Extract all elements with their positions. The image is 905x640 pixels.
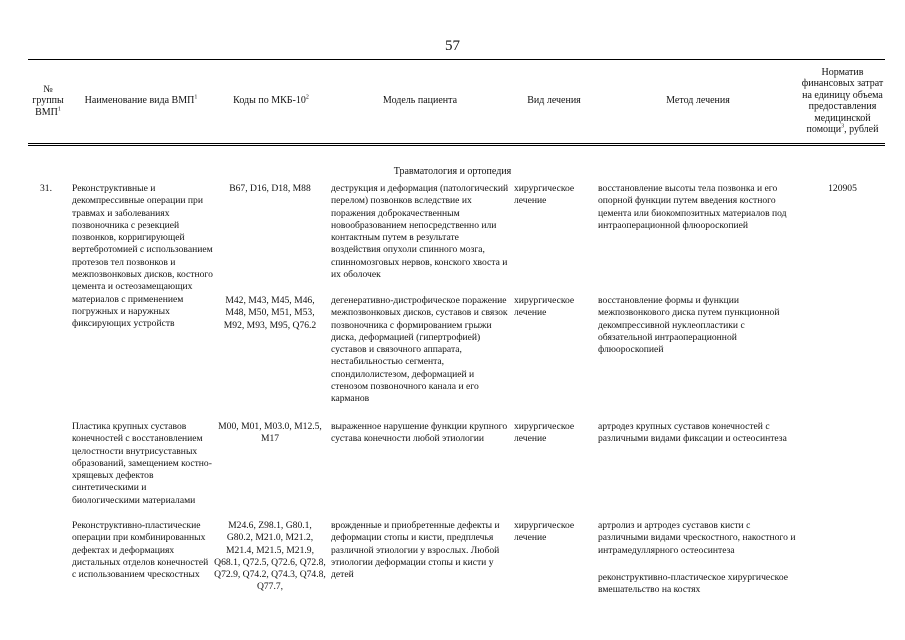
header-model: Модель пациента [382, 95, 458, 107]
header-treatment-type: Вид лечения [527, 95, 581, 107]
row2-method: восстановление формы и функции межпозвонкового диска путем пункционной декомпрессивной нуклеопластики с обязательной интраоперационной флюороскопией [598, 295, 780, 356]
row4-method: артролиз и артродез суставов кисти с различными видами чрескостного, накостного и интрамедуллярного остеосинтеза [598, 520, 796, 556]
row4-codes: M24.6, Z98.1, G80.1, G80.2, M21.0, M21.2, M21.4, M21.5, M21.9, Q68.1, Q72.5, Q72.6, Q72.8, Q72.9, Q74.2, Q74.3, Q74.8, Q77.7, [214, 520, 326, 593]
row4-model: врожденные и приобретенные дефекты и деформации стопы и кисти, предплечья различной этиологии у взрослых. Любой этиологии деформации стопы и кисти у детей [331, 520, 500, 581]
row2-codes: M42, M43, M45, M46, M48, M50, M51, M53, M92, M93, M95, Q76.2 [223, 295, 317, 331]
row1-model: деструкция и деформация (патологический перелом) позвонков вследствие их поражения доброкачественным новообразованием непосредственно или контактным путем в результате воздействия опухоли спинного мозга, спинномозговых нервов, конского хвоста и их оболочек [331, 183, 509, 281]
header-bottom-rule-2 [28, 145, 885, 146]
row1-method: восстановление высоты тела позвонка и его опорной функции путем введения костного цемента или биокомпозитных материалов под интраоперационной флюороскопией [598, 183, 787, 231]
page-number: 57 [445, 38, 460, 54]
row3-name: Пластика крупных суставов конечностей с восстановлением целостности внутрисуставных образований, замещением костно-хрящевых дефектов синтетическими и биологическими материалами [72, 421, 212, 506]
row2-model: дегенеративно-дистрофическое поражение межпозвонковых дисков, суставов и связок позвоночника с формированием грыжи диска, деформацией (гипертрофией) суставов и связочного аппарата, нестабильностью сегмента, спондилолистезом, деформацией и стенозом позвоночного канала и его карманов [331, 295, 508, 405]
row3-method: артродез крупных суставов конечностей с различными видами фиксации и остеосинтеза [598, 421, 787, 445]
header-method: Метод лечения [666, 95, 730, 107]
row1-type: хирургическое лечение [514, 183, 575, 207]
row3-model: выраженное нарушение функции крупного сустава конечности любой этиологии [331, 421, 508, 445]
header-norm: Норматив финансовых затрат на единицу объема предоставления медицинской помощи$^3$, рублей [801, 66, 884, 135]
group-number: 31. [40, 183, 52, 194]
row1-norm: 120905 [828, 183, 857, 194]
row4-method-2: реконструктивно-пластическое хирургическое вмешательство на костях [598, 572, 788, 596]
row3-codes: M00, M01, M03.0, M12.5, M17 [218, 421, 322, 445]
header-codes: Коды по МКБ-$10^2$ [233, 94, 309, 107]
row2-type: хирургическое лечение [514, 295, 575, 319]
row4-type: хирургическое лечение [514, 520, 575, 544]
row1-name: Реконструктивные и декомпрессивные операции при травмах и заболеваниях позвоночника с резекцией позвонков, корригирующей вертебротомией с использованием протезов тел позвонков и межпозвонковых дисков, костного цемента и остеозамещающих материалов с применением погружных и наружных фиксирующих устройств [72, 183, 213, 330]
header-name: Наименование вида ВМП$^1$ [84, 94, 198, 107]
row1-codes: B67, D16, D18, M88 [229, 183, 311, 194]
section-title: Травматология и ортопедия [393, 166, 512, 177]
header-group: № группы ВМП$^1$ [32, 83, 64, 118]
header-bottom-rule [28, 143, 885, 144]
row4-name: Реконструктивно-пластические операции при комбинированных дефектах и деформациях дистальных отделов конечностей с использованием чрескостных [72, 520, 209, 581]
row3-type: хирургическое лечение [514, 421, 575, 445]
